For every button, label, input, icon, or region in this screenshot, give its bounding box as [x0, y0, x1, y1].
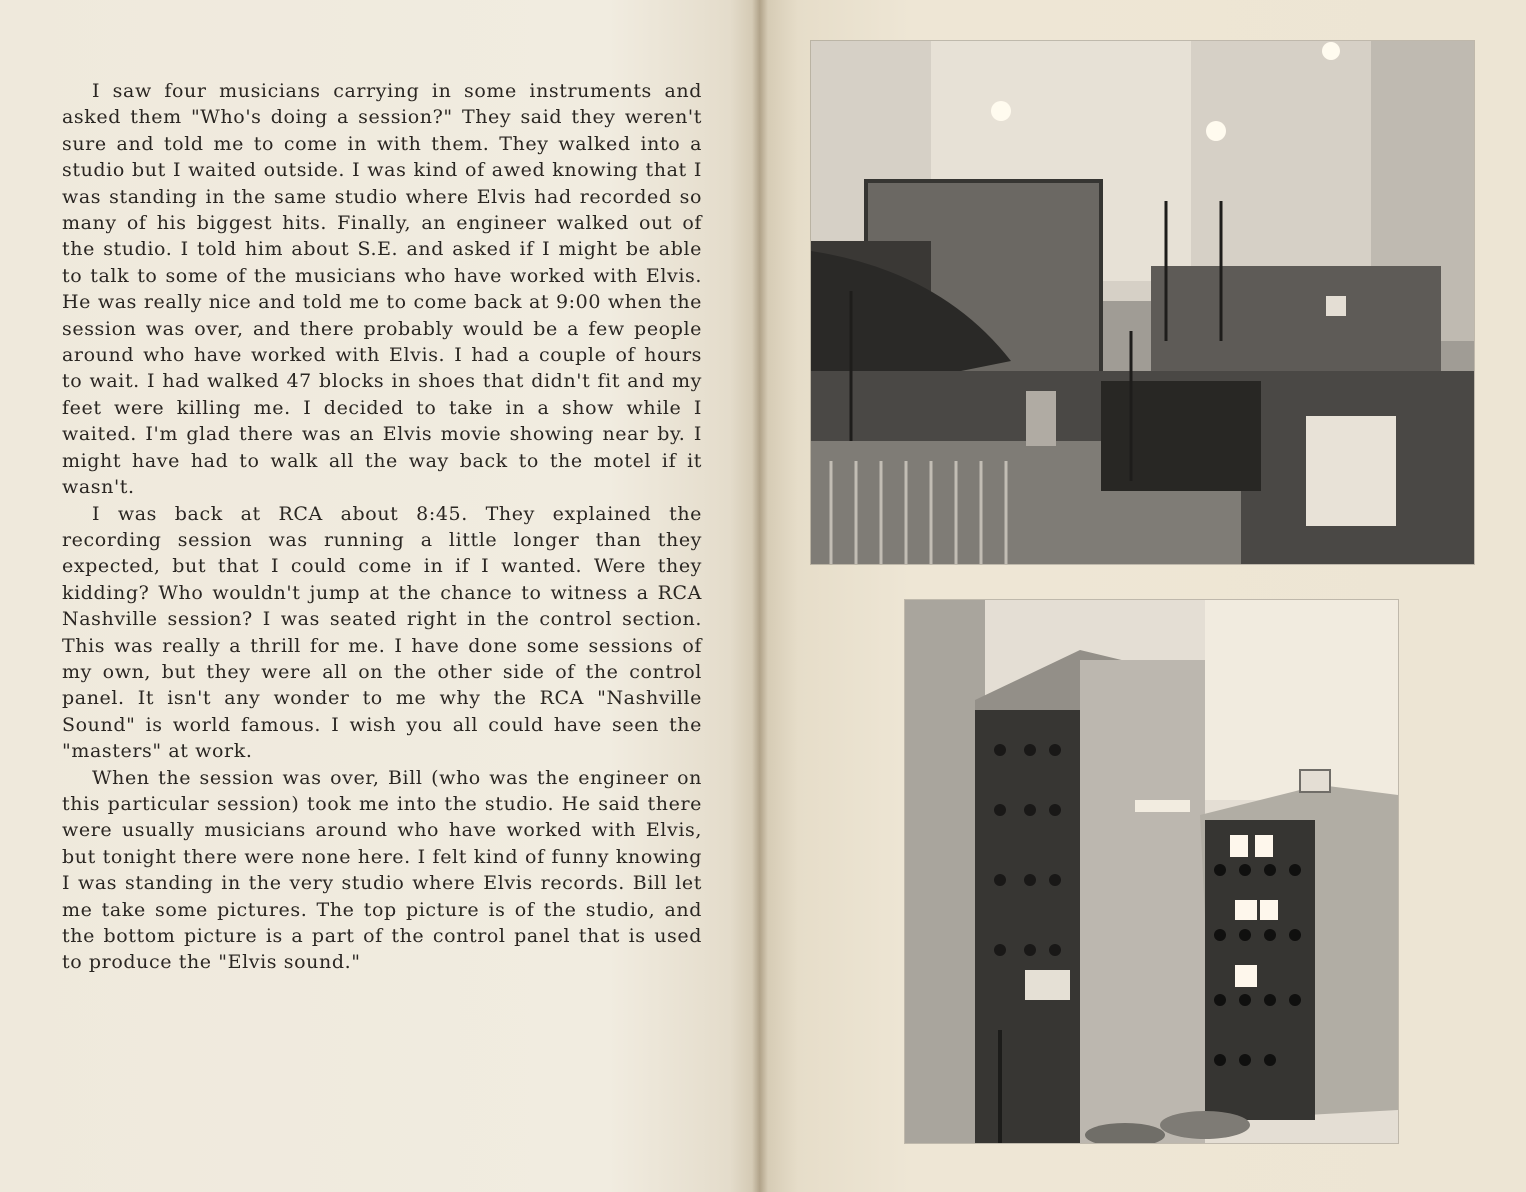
paragraph-3: When the session was over, Bill (who was the engineer on this particular session) took me into the studio. He said there were usually musicians around who have worked with Elvis, but tonight there were none here. I felt kind of funny knowing I was standing in the very studio where Elvis records. Bill let me take some pictures. The top picture is of the studio, and the bottom picture is a part of the control panel that is used to produce the "Elvis sound."	[62, 766, 702, 974]
paragraph-1: I saw four musicians carrying in some instruments and asked them "Who's doing a session?" They said they weren't sure and told me to come in with them. They walked into a studio but I waited outside. I was kind of awed knowing that I was standing in the same studio where Elvis had recorded so many of his biggest hits. Finally, an engineer walked out of the studio. I told him about S.E. and asked if I might be able to talk to some of the musicians who have worked with Elvis. He was really nice and told me to come back at 9:00 when the session was over, and there probably would be a few people around who have worked with Elvis. I had a couple of hours to wait. I had walked 47 blocks in shoes that didn't fit and my feet were killing me. I decided to take in a show while I waited. I'm glad there was an Elvis movie showing near by. I might have had to walk all the way back to the motel if it wasn't.	[62, 80, 702, 499]
left-page	[0, 0, 760, 1192]
paragraph-2: I was back at RCA about 8:45. They explained the recording session was running a little longer than they expected, but that I could come in if I wanted. Were they kidding? Who wouldn't jump at the chance to witness a RCA Nashville session? I was seated right in the control section. This was really a thrill for me. I have done some sessions of my own, but they were all on the other side of the control panel. It isn't any wonder to me why the RCA "Nashville Sound" is world famous. I wish you all could have seen the "masters" at work.	[62, 502, 702, 763]
studio-photo	[811, 41, 1474, 564]
page-gutter	[752, 0, 768, 1192]
control-panel-photo	[905, 600, 1398, 1143]
body-text	[62, 78, 702, 976]
